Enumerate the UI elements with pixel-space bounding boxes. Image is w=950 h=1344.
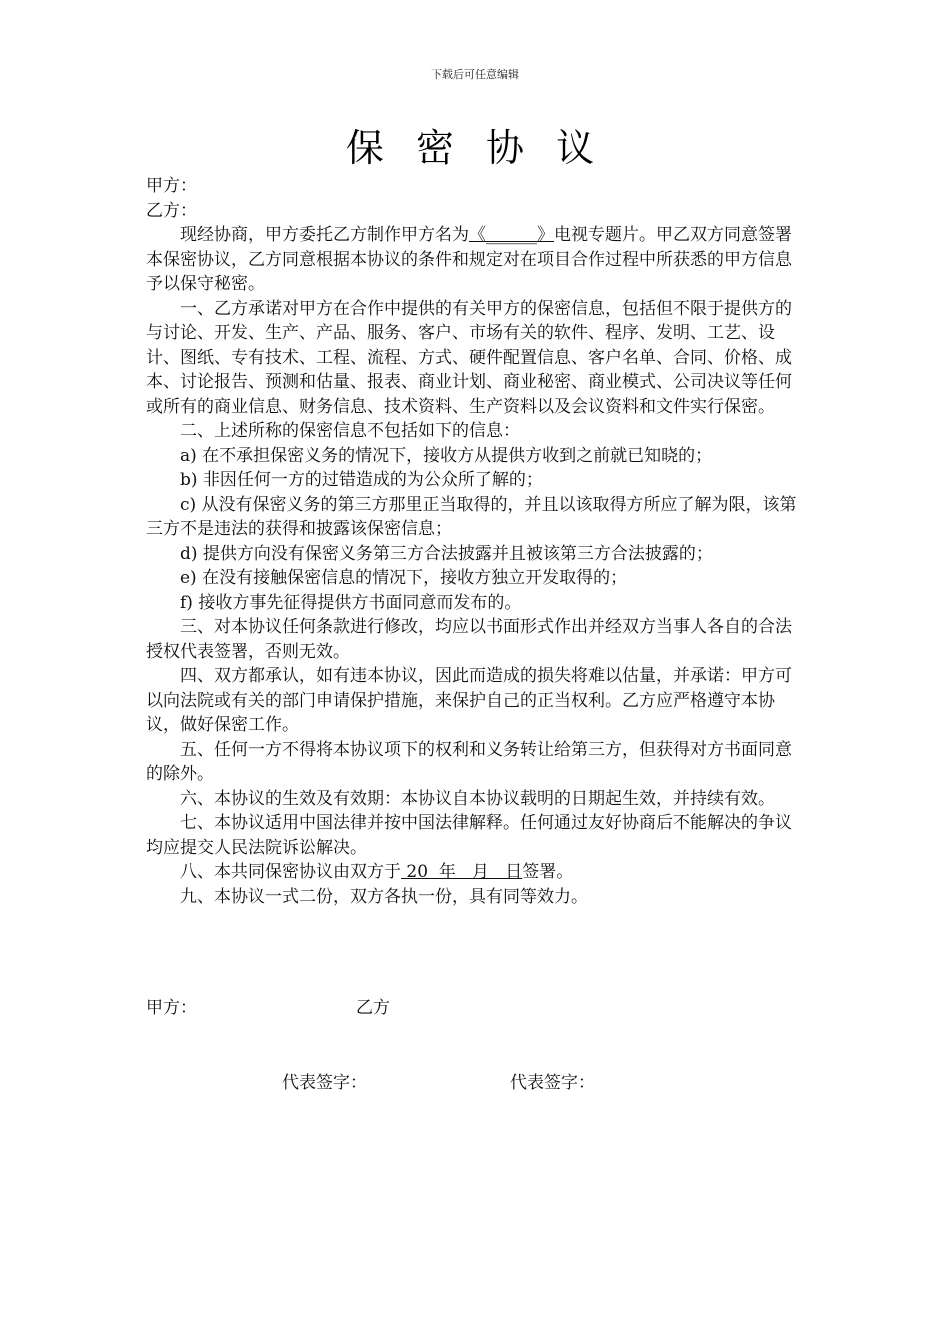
representative-signature-a: 代表签字： (282, 1073, 367, 1093)
clause-2-item-b: b) 非因任何一方的过错造成的为公众所了解的； (180, 470, 543, 490)
clause-8 (146, 860, 808, 885)
document-title: 保 密 协 议 (345, 126, 605, 170)
clause-3: 三、对本协议任何条款进行修改，均应以书面形式作出并经双方当事人各自的合法授权代表签署，否则无效。 (146, 617, 792, 662)
clause-2-item-c: c) 从没有保密义务的第三方那里正当取得的，并且以该取得方所应了解为限，该第三方不是违法的获得和披露该保密信息； (146, 494, 797, 539)
representative-signature-b: 代表签字： (510, 1073, 595, 1093)
clause-2: 二、上述所称的保密信息不包括如下的信息： (180, 421, 520, 441)
clause-4: 四、双方都承认，如有违本协议，因此而造成的损失将难以估量，并承诺：甲方可以向法院或有关的部门申请保护措施，来保护自己的正当权利。乙方应严格遵守本协议，做好保密工作。 (146, 666, 792, 735)
clause-2-item-f: f) 接收方事先征得提供方书面同意而发布的。 (180, 592, 522, 613)
clause-2-item-e: e) 在没有接触保密信息的情况下，接收方独立开发取得的； (180, 568, 628, 588)
header-note: 下载后可任意编辑 (431, 68, 519, 81)
party-a-line: 甲方： (146, 176, 197, 196)
clause-8-after: 签署。 (522, 862, 574, 882)
party-b-line: 乙方： (146, 200, 197, 221)
clause-2-item-a: a) 在不承担保密义务的情况下，接收方从提供方收到之前就已知晓的； (180, 445, 713, 466)
signature-party-b: 乙方 (356, 998, 390, 1018)
intro-paragraph (146, 223, 808, 297)
clause-7: 七、本协议适用中国法律并按中国法律解释。任何通过友好协商后不能解决的争议均应提交人民法院诉讼解决。 (146, 813, 792, 858)
signature-party-a: 甲方： (146, 998, 197, 1018)
intro-after: 电视专题片。甲乙双方同意签署本保密协议，乙方同意根据本协议的条件和规定对在项目合作过程中所获悉的甲方信息予以保守秘密。 (146, 225, 792, 294)
clause-2-item-d: d) 提供方向没有保密义务第三方合法披露并且被该第三方合法披露的； (180, 543, 713, 564)
clause-1: 一、乙方承诺对甲方在合作中提供的有关甲方的保密信息，包括但不限于提供方的与讨论、开发、生产、产品、服务、客户、市场有关的软件、程序、发明、工艺、设计、图纸、专有技术、工程、流程、方式、硬件配置信息、客户名单、合同、价格、成本、讨论报告、预测和估量、报表、商业计划、商业秘密、商业模式、公司决议等任何或所有的商业信息、财务信息、技术资料、生产资料以及会议资料和文件实行保密。 (146, 298, 792, 417)
clause-9: 九、本协议一式二份，双方各执一份，具有同等效力。 (180, 886, 588, 907)
clause-5: 五、任何一方不得将本协议项下的权利和义务转让给第三方，但获得对方书面同意的除外。 (146, 739, 792, 784)
program-name-blank: 《______》 (469, 225, 554, 245)
agreement-body (146, 174, 808, 909)
signing-date-blank: 20 年 月 日 (401, 862, 523, 882)
intro-before: 现经协商，甲方委托乙方制作甲方名为 (180, 225, 469, 245)
clause-6: 六、本协议的生效及有效期：本协议自本协议载明的日期起生效，并持续有效。 (180, 788, 775, 809)
clause-8-before: 八、本共同保密协议由双方于 (180, 862, 401, 882)
